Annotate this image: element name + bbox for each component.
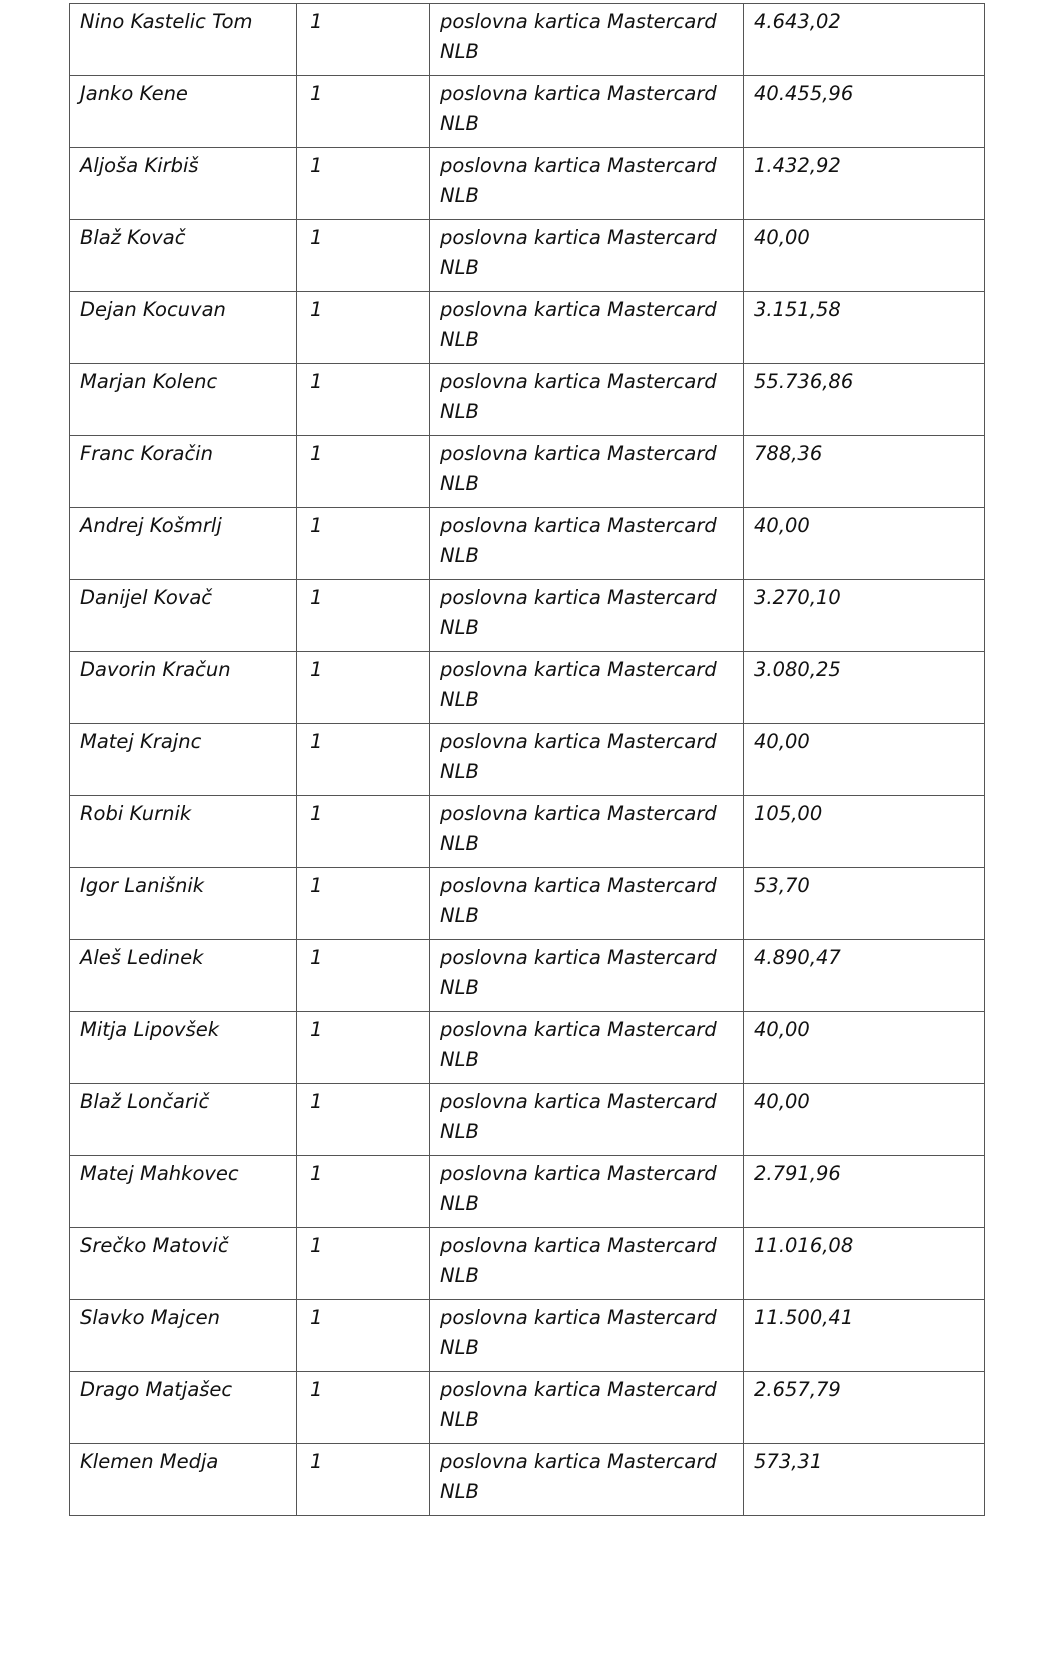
cell-name: Janko Kene [70,76,297,148]
table-row [70,364,985,436]
description-line-1: poslovna kartica Mastercard [440,1306,717,1329]
cell-name: Igor Lanišnik [70,868,297,940]
description-line-2: NLB [440,256,479,279]
cell-quantity: 1 [297,724,430,796]
cell-quantity: 1 [297,292,430,364]
description-line-2: NLB [440,1264,479,1287]
cell-description [430,364,744,436]
description-line-1: poslovna kartica Mastercard [440,298,717,321]
cell-name: Andrej Košmrlj [70,508,297,580]
cell-quantity: 1 [297,508,430,580]
description-line-1: poslovna kartica Mastercard [440,1090,717,1113]
cell-description [430,508,744,580]
cell-quantity: 1 [297,364,430,436]
description-line-2: NLB [440,904,479,927]
cell-quantity: 1 [297,796,430,868]
cell-description [430,436,744,508]
cell-name: Davorin Kračun [70,652,297,724]
cell-description [430,1012,744,1084]
description-line-2: NLB [440,1336,479,1359]
description-line-2: NLB [440,40,479,63]
cell-quantity: 1 [297,1444,430,1516]
cell-name: Matej Krajnc [70,724,297,796]
description-line-1: poslovna kartica Mastercard [440,10,717,33]
description-line-2: NLB [440,400,479,423]
description-line-2: NLB [440,184,479,207]
table-row [70,580,985,652]
cell-quantity: 1 [297,1156,430,1228]
cell-name: Drago Matjašec [70,1372,297,1444]
table-row [70,940,985,1012]
cell-name: Robi Kurnik [70,796,297,868]
table-row [70,1444,985,1516]
cell-quantity: 1 [297,580,430,652]
cell-name: Aleš Ledinek [70,940,297,1012]
cell-quantity: 1 [297,652,430,724]
table-row [70,1156,985,1228]
cell-name: Blaž Lončarič [70,1084,297,1156]
cell-name: Matej Mahkovec [70,1156,297,1228]
cell-name: Blaž Kovač [70,220,297,292]
description-line-1: poslovna kartica Mastercard [440,1234,717,1257]
table-row [70,1372,985,1444]
description-line-1: poslovna kartica Mastercard [440,1162,717,1185]
cell-amount: 40,00 [744,508,985,580]
cell-description [430,1300,744,1372]
cell-amount: 105,00 [744,796,985,868]
cell-description [430,148,744,220]
cell-description [430,1372,744,1444]
cell-name: Dejan Kocuvan [70,292,297,364]
description-line-1: poslovna kartica Mastercard [440,946,717,969]
cell-amount: 40.455,96 [744,76,985,148]
cell-quantity: 1 [297,1084,430,1156]
table-body [70,4,985,1516]
cell-amount: 40,00 [744,1012,985,1084]
cell-description [430,292,744,364]
cell-quantity: 1 [297,1012,430,1084]
cell-amount: 55.736,86 [744,364,985,436]
cell-description [430,580,744,652]
description-line-1: poslovna kartica Mastercard [440,586,717,609]
description-line-2: NLB [440,472,479,495]
table-row [70,1012,985,1084]
description-line-1: poslovna kartica Mastercard [440,658,717,681]
description-line-2: NLB [440,1408,479,1431]
table-row [70,796,985,868]
cell-name: Marjan Kolenc [70,364,297,436]
cell-amount: 2.791,96 [744,1156,985,1228]
description-line-1: poslovna kartica Mastercard [440,370,717,393]
description-line-1: poslovna kartica Mastercard [440,1378,717,1401]
cell-quantity: 1 [297,1372,430,1444]
table-row [70,436,985,508]
cell-quantity: 1 [297,148,430,220]
cell-quantity: 1 [297,4,430,76]
cell-amount: 3.151,58 [744,292,985,364]
cell-amount: 40,00 [744,220,985,292]
description-line-2: NLB [440,1192,479,1215]
table-row [70,1300,985,1372]
cell-amount: 573,31 [744,1444,985,1516]
cell-quantity: 1 [297,1300,430,1372]
cell-quantity: 1 [297,220,430,292]
table-row [70,1084,985,1156]
description-line-2: NLB [440,976,479,999]
description-line-1: poslovna kartica Mastercard [440,802,717,825]
table-row [70,724,985,796]
description-line-1: poslovna kartica Mastercard [440,514,717,537]
description-line-2: NLB [440,616,479,639]
description-line-1: poslovna kartica Mastercard [440,442,717,465]
cell-amount: 4.643,02 [744,4,985,76]
table-row [70,220,985,292]
cell-name: Klemen Medja [70,1444,297,1516]
cell-description [430,1156,744,1228]
cell-quantity: 1 [297,76,430,148]
description-line-2: NLB [440,1048,479,1071]
cell-description [430,868,744,940]
description-line-1: poslovna kartica Mastercard [440,730,717,753]
description-line-1: poslovna kartica Mastercard [440,82,717,105]
cell-amount: 4.890,47 [744,940,985,1012]
table-row [70,508,985,580]
cell-quantity: 1 [297,940,430,1012]
cell-amount: 53,70 [744,868,985,940]
description-line-2: NLB [440,832,479,855]
cell-description [430,1228,744,1300]
cell-name: Mitja Lipovšek [70,1012,297,1084]
table-row [70,292,985,364]
cell-amount: 2.657,79 [744,1372,985,1444]
cell-name: Slavko Majcen [70,1300,297,1372]
cell-quantity: 1 [297,1228,430,1300]
cell-quantity: 1 [297,436,430,508]
table-row [70,148,985,220]
cell-amount: 40,00 [744,1084,985,1156]
cell-description [430,4,744,76]
cell-quantity: 1 [297,868,430,940]
cell-amount: 1.432,92 [744,148,985,220]
cell-description [430,652,744,724]
cardholder-table [69,3,985,1516]
cell-name: Franc Koračin [70,436,297,508]
cell-name: Srečko Matovič [70,1228,297,1300]
description-line-1: poslovna kartica Mastercard [440,1018,717,1041]
cell-description [430,76,744,148]
cell-description [430,796,744,868]
cell-amount: 40,00 [744,724,985,796]
cell-amount: 11.500,41 [744,1300,985,1372]
description-line-2: NLB [440,760,479,783]
table-row [70,4,985,76]
description-line-1: poslovna kartica Mastercard [440,154,717,177]
description-line-1: poslovna kartica Mastercard [440,874,717,897]
cell-amount: 788,36 [744,436,985,508]
cell-description [430,1084,744,1156]
table-row [70,1228,985,1300]
cell-description [430,940,744,1012]
table-row [70,652,985,724]
description-line-2: NLB [440,1480,479,1503]
cell-name: Aljoša Kirbiš [70,148,297,220]
cell-amount: 11.016,08 [744,1228,985,1300]
cell-amount: 3.270,10 [744,580,985,652]
cell-description [430,724,744,796]
description-line-2: NLB [440,544,479,567]
cell-description [430,1444,744,1516]
description-line-2: NLB [440,112,479,135]
cell-name: Danijel Kovač [70,580,297,652]
description-line-2: NLB [440,328,479,351]
cell-description [430,220,744,292]
description-line-2: NLB [440,688,479,711]
description-line-1: poslovna kartica Mastercard [440,226,717,249]
table-row [70,868,985,940]
table-row [70,76,985,148]
description-line-1: poslovna kartica Mastercard [440,1450,717,1473]
description-line-2: NLB [440,1120,479,1143]
cell-name: Nino Kastelic Tom [70,4,297,76]
cell-amount: 3.080,25 [744,652,985,724]
